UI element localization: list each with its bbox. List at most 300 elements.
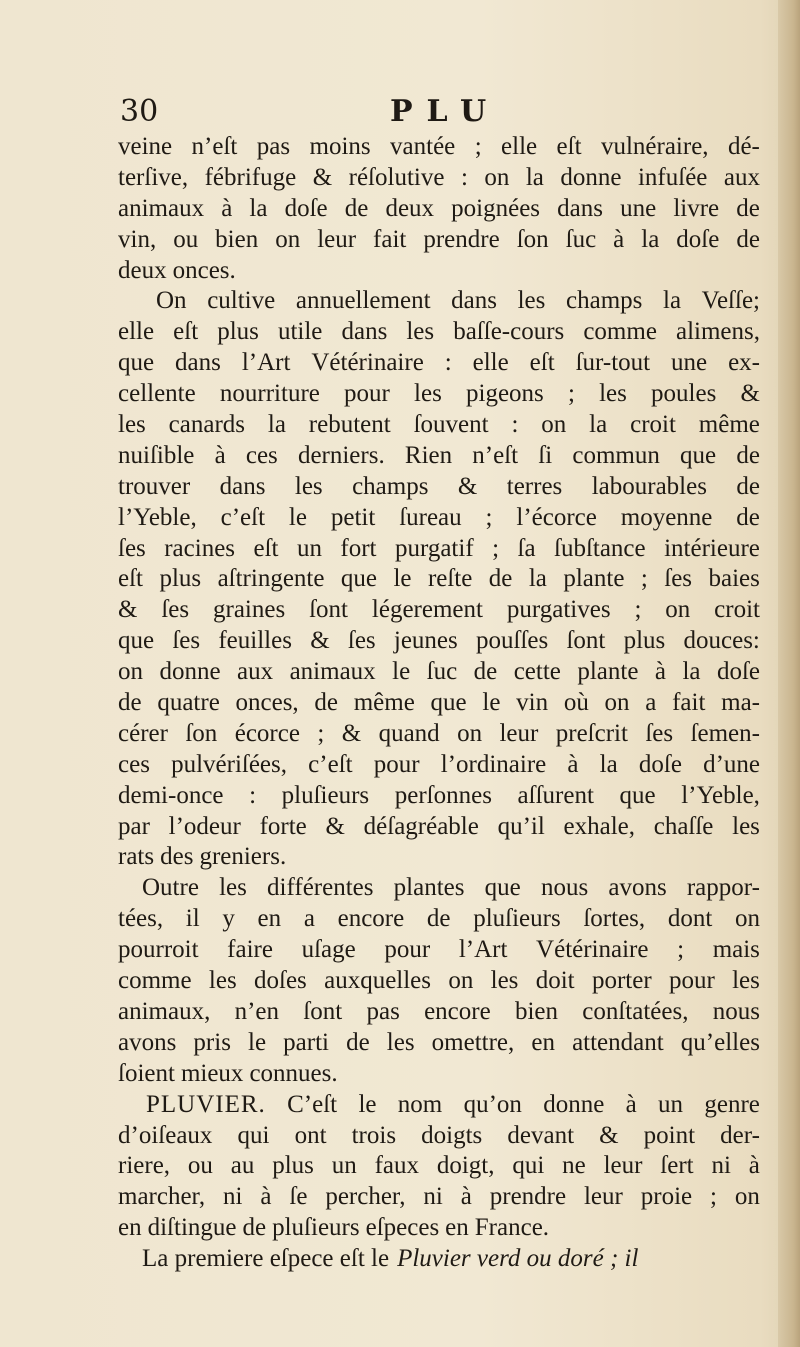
word: ſe [289, 1183, 308, 1211]
word: doſe [716, 658, 760, 686]
text-line [118, 503, 760, 534]
word: l’Art [241, 349, 291, 377]
word: le [393, 565, 412, 593]
word: pas [256, 133, 291, 160]
word: ſa [517, 534, 536, 562]
word: ma- [721, 689, 760, 717]
word: ces [118, 750, 150, 778]
word: fait [672, 689, 706, 717]
word: aux [237, 658, 274, 686]
word: moins [309, 133, 371, 160]
word: on [604, 689, 630, 717]
word: les [118, 411, 146, 439]
word: baſſe-cours [453, 318, 565, 346]
word: Vétérinaire [536, 936, 649, 964]
word: on [734, 1183, 760, 1211]
word: douces: [683, 627, 760, 655]
word: vulnéraire, [600, 133, 709, 160]
word: en [445, 1214, 469, 1242]
word: c’eſt [308, 750, 353, 778]
word: ou [187, 1152, 213, 1180]
word: la [641, 225, 660, 253]
word: C’eſt [287, 1090, 338, 1118]
word: n’en [234, 997, 280, 1025]
text-line [118, 626, 760, 657]
text-line [118, 1090, 760, 1121]
word: quatre [157, 689, 220, 717]
word: rats [118, 843, 155, 871]
word: utile [277, 318, 323, 346]
word: feuilles [218, 627, 292, 655]
word: : [460, 163, 468, 191]
word: ſes [347, 627, 376, 655]
word: animaux [118, 194, 205, 222]
word: de [118, 689, 142, 717]
word: ces [245, 441, 278, 469]
word: nous [540, 874, 589, 902]
word: ; [567, 380, 575, 408]
word: elle [118, 318, 155, 346]
word: ; [474, 133, 482, 160]
word: point [643, 1121, 696, 1149]
word: écorce [234, 719, 300, 747]
word: ſoient [118, 1059, 175, 1087]
word: ont [294, 1121, 327, 1149]
text-line [118, 286, 760, 317]
word: n’eſt [472, 441, 519, 469]
word: ni [711, 1152, 731, 1180]
word: en [531, 1028, 555, 1056]
word: eſt [118, 565, 143, 593]
text-line [118, 812, 760, 843]
word: champs [566, 287, 643, 315]
word: de [426, 905, 451, 933]
word: ; [485, 503, 493, 531]
word: qu’on [463, 1090, 522, 1118]
word: intérieure [664, 534, 760, 562]
word: moyenne [620, 503, 713, 531]
word: les [517, 287, 546, 315]
page-header [120, 92, 760, 134]
word: les [219, 874, 247, 902]
word: mais [712, 936, 760, 964]
word: fébrifuge [204, 163, 297, 191]
word: uſage [301, 936, 356, 964]
word: eſt [556, 133, 582, 160]
word: les [386, 1028, 415, 1056]
word: genre [704, 1090, 760, 1118]
word: ni [423, 1183, 443, 1211]
word: fort [340, 534, 377, 562]
word: elle [472, 349, 509, 377]
word: le [248, 1028, 267, 1056]
word: eſt [253, 534, 279, 562]
word: pluſieurs [272, 1214, 360, 1242]
word: ſes [645, 719, 674, 747]
word: les [414, 380, 442, 408]
word: dé- [727, 133, 760, 160]
word: plus [272, 1152, 314, 1180]
word: il [185, 905, 200, 933]
word: ſubſtance [554, 534, 646, 562]
word: pour [373, 750, 420, 778]
word: un [296, 534, 322, 562]
word: de [314, 689, 339, 717]
word: & [310, 627, 330, 655]
word: les [732, 812, 760, 840]
word: poignées [451, 194, 541, 222]
word: terres [506, 472, 563, 500]
word: doigt, [436, 1152, 495, 1180]
word: poules [651, 380, 717, 408]
word: à [654, 658, 666, 686]
text-segment: La premiere eſpece eſt le [142, 1245, 390, 1273]
word: demi-once [118, 781, 224, 809]
word: dans [175, 349, 221, 377]
word: ſon [185, 719, 218, 747]
word: les [208, 967, 237, 995]
word: pour [344, 380, 390, 408]
text-line [118, 719, 760, 750]
word: même [353, 689, 415, 717]
word: doſe [284, 194, 328, 222]
word: que [680, 441, 717, 469]
word: encore [424, 997, 491, 1025]
word: France. [474, 1214, 550, 1242]
word: & [599, 1121, 619, 1149]
running-title: PLU [390, 94, 501, 129]
word: ſes [161, 596, 190, 624]
text-line [118, 904, 760, 935]
text-line [118, 657, 760, 688]
word: ſont [309, 596, 349, 624]
body-text [118, 132, 760, 1275]
word: que [118, 349, 155, 377]
word: pour [668, 967, 715, 995]
word: porter [591, 967, 652, 995]
word: doſe [638, 750, 682, 778]
word: Vétérinaire [311, 349, 424, 377]
word: derniers. [297, 441, 385, 469]
word: Outre [142, 874, 199, 902]
word: on [665, 596, 691, 624]
word: alimens, [675, 318, 760, 346]
page-edge [778, 0, 800, 1347]
word: ſouvent [413, 411, 489, 439]
word: à [214, 441, 226, 469]
word: plus [217, 318, 259, 346]
word: animaux, [118, 997, 211, 1025]
word: ſes [172, 627, 201, 655]
word: en [118, 1214, 142, 1242]
word: riere, [118, 1152, 171, 1180]
word: ſes [118, 534, 146, 562]
word: parti [283, 1028, 329, 1056]
word: plus [159, 565, 202, 593]
word: marcher, [118, 1183, 206, 1211]
text-line [118, 410, 760, 441]
word: doſe [676, 225, 720, 253]
word: cérer [118, 719, 168, 747]
word: l’écorce [516, 503, 597, 531]
word: que [340, 565, 378, 593]
word: on [448, 967, 474, 995]
word: preſcrit [555, 719, 628, 747]
word: des [160, 843, 194, 871]
word: deux [118, 256, 167, 284]
text-line [118, 781, 760, 812]
text-line [118, 194, 760, 225]
word: reſte [427, 565, 473, 593]
word: ſert [660, 1152, 694, 1180]
word: pulvériſées, [171, 750, 288, 778]
text-line [118, 348, 760, 379]
word: & [118, 596, 138, 624]
word: onces. [172, 256, 236, 284]
word: l’odeur [168, 812, 241, 840]
text-line [118, 225, 760, 256]
word: & [312, 163, 333, 191]
word: de [736, 441, 760, 469]
word: connues. [249, 1059, 338, 1087]
text-line [118, 1059, 760, 1090]
word: déſagréable [363, 812, 479, 840]
word: faux [374, 1152, 419, 1180]
word: aſſurent [517, 781, 594, 809]
word: on [457, 719, 483, 747]
word: & [325, 812, 345, 840]
word: même [698, 411, 760, 439]
word: devant [507, 1121, 575, 1149]
text-line [118, 441, 760, 472]
word: les [599, 380, 627, 408]
word: la [528, 565, 547, 593]
word: attendant [572, 1028, 664, 1056]
word: terſive, [118, 163, 189, 191]
word: plantes [393, 874, 465, 902]
text-line [118, 595, 760, 626]
word: a [303, 905, 315, 933]
word: : [249, 781, 257, 809]
word: le [392, 658, 411, 686]
text-line [118, 1151, 760, 1182]
word: prendre [489, 1183, 567, 1211]
word: vin, [118, 225, 157, 253]
word: leur [583, 1183, 623, 1211]
word: qui [512, 1152, 545, 1180]
word: nous [712, 997, 760, 1025]
word: eſt [529, 349, 555, 377]
text-line [118, 1121, 760, 1152]
word: y [222, 905, 235, 933]
word: ou [173, 225, 199, 253]
word: cultive [207, 287, 276, 315]
text-line [118, 966, 760, 997]
word: rebutent [308, 411, 391, 439]
word: de [242, 1214, 267, 1242]
word: jeunes [393, 627, 458, 655]
word: pluſieurs [281, 781, 370, 809]
word: vantée [390, 133, 456, 160]
word: avons [608, 874, 667, 902]
word: ; [634, 596, 642, 624]
word: qui [237, 1121, 270, 1149]
word: aſtringente [217, 565, 325, 593]
word: de [736, 503, 760, 531]
word: à [460, 1183, 472, 1211]
word: diſtingue [147, 1214, 237, 1242]
word: d’une [703, 750, 760, 778]
word: de [736, 194, 760, 222]
word: c’eſt [220, 503, 266, 531]
word: chaſſe [653, 812, 714, 840]
word: proie [640, 1183, 693, 1211]
word: la [599, 750, 618, 778]
word: graines [213, 596, 286, 624]
text-line [118, 1182, 760, 1213]
word: la [663, 287, 682, 315]
word: comme [583, 318, 657, 346]
word: le [358, 1090, 377, 1118]
word: : [511, 411, 519, 439]
word: pigeons [466, 380, 544, 408]
word: a [645, 689, 657, 717]
word: la [249, 194, 268, 222]
word: onces, [235, 689, 299, 717]
word: les [294, 472, 323, 500]
word: le [288, 503, 307, 531]
word: ; [317, 719, 325, 747]
word: ſur-tout [575, 349, 651, 377]
word: n’eſt [191, 133, 238, 160]
text-line [118, 873, 760, 904]
text-line [118, 163, 760, 194]
text-line [118, 534, 760, 565]
word: à [221, 194, 233, 222]
word: de [736, 225, 760, 253]
word: ; [640, 565, 648, 593]
word: pouſſes [476, 627, 549, 655]
word: labourables [591, 472, 707, 500]
word: réſolutive [348, 163, 445, 191]
word: à [260, 1183, 272, 1211]
word: ſortes, [583, 905, 646, 933]
word: quand [378, 719, 440, 747]
word: omettre, [431, 1028, 515, 1056]
word: ſureau [399, 503, 462, 531]
word: dans [341, 318, 388, 346]
word: doigts [421, 1121, 483, 1149]
word: trouver [118, 472, 191, 500]
text-line [118, 997, 760, 1028]
text-line [118, 750, 760, 781]
word: où [563, 689, 589, 717]
word: On [156, 287, 187, 315]
word: exhale, [563, 812, 635, 840]
word: un [658, 1090, 684, 1118]
word: on [275, 225, 301, 253]
text-line [118, 1244, 760, 1275]
text-line [118, 688, 760, 719]
word: prendre [423, 225, 500, 253]
word: on [484, 163, 510, 191]
word: bien [514, 997, 558, 1025]
word: de [736, 472, 760, 500]
word: la [267, 411, 286, 439]
text-line [118, 317, 760, 348]
word: nom [397, 1090, 443, 1118]
word: de [346, 1028, 370, 1056]
word: veine [118, 133, 173, 160]
word: ; [677, 936, 685, 964]
word: & [457, 472, 478, 500]
word: à [567, 750, 579, 778]
word: le [482, 689, 501, 717]
text-line [118, 379, 760, 410]
word: vin [516, 689, 549, 717]
word: plante [577, 658, 639, 686]
word: pluſieurs [473, 905, 561, 933]
word: l’Yeble, [681, 781, 760, 809]
word: ſont [303, 997, 343, 1025]
word: que [118, 627, 155, 655]
word: der- [720, 1121, 760, 1149]
word: ex- [728, 349, 760, 377]
word: les [490, 967, 519, 995]
word: une [671, 349, 708, 377]
word: livre [673, 194, 720, 222]
word: deux [385, 194, 435, 222]
text-line [118, 1028, 760, 1059]
text-line [118, 842, 760, 873]
word: percher, [325, 1183, 406, 1211]
word: fait [373, 225, 407, 253]
word: & [740, 380, 760, 408]
word: ſont [566, 627, 606, 655]
text-line [118, 564, 760, 595]
word: annuellement [295, 287, 431, 315]
word: : [444, 349, 452, 377]
word: l’ordinaire [440, 750, 547, 778]
word: encore [337, 905, 405, 933]
word: d’oiſeaux [118, 1121, 213, 1149]
word: on [541, 411, 567, 439]
word: légerement [371, 596, 483, 624]
word: animaux [289, 658, 376, 686]
text-line [118, 472, 760, 503]
word: mieux [180, 1059, 244, 1087]
word: ſi [538, 441, 553, 469]
word: on [734, 905, 760, 933]
word: leur [603, 1152, 643, 1180]
word: champs [352, 472, 429, 500]
word: qu’il [497, 812, 545, 840]
word: ; [710, 1183, 717, 1211]
word: Rien [404, 441, 453, 469]
word: pour [384, 936, 431, 964]
word: on [118, 658, 143, 686]
word: ; [492, 534, 500, 562]
word: ne [562, 1152, 586, 1180]
word: baies [708, 565, 760, 593]
word: que [484, 874, 521, 902]
word: différentes [267, 874, 374, 902]
word: conſtatées, [582, 997, 689, 1025]
word: l’Yeble, [118, 503, 197, 531]
text-line [118, 1213, 760, 1244]
word: l’Art [458, 936, 508, 964]
word: commun [572, 441, 660, 469]
